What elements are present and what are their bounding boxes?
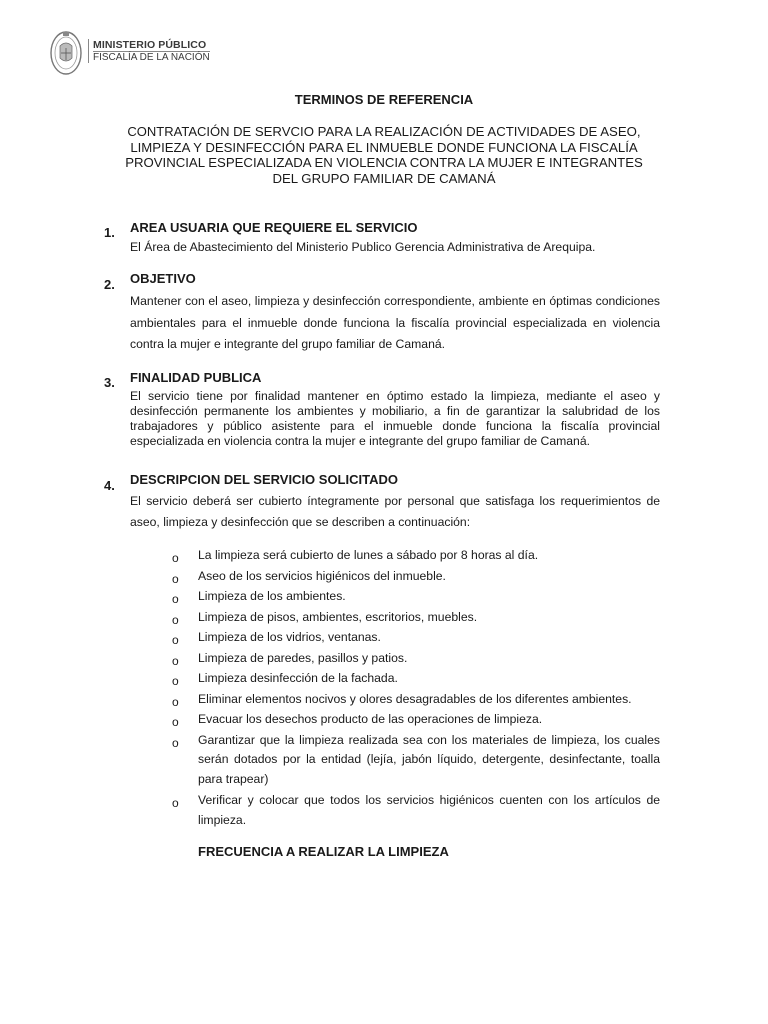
list-item-text: Aseo de los servicios higiénicos del inmueble.: [198, 568, 446, 583]
bullet-icon: o: [172, 796, 179, 810]
document-title: TERMINOS DE REFERENCIA: [294, 92, 474, 107]
section-title: AREA USUARIA QUE REQUIERE EL SERVICIO: [130, 220, 418, 235]
section-number: 1.: [104, 225, 115, 240]
list-item: [172, 649, 660, 668]
document-subtitle: [116, 124, 652, 186]
list-item-text: Limpieza de pisos, ambientes, escritorios, muebles.: [198, 609, 478, 624]
service-task-list: [172, 546, 660, 832]
list-item-text: Garantizar que la limpieza realizada sea con los materiales de limpieza, los cuales serán dotados por la entidad (lejía, jabón líquido, detergente, desinfectante, toalla para trapear): [198, 732, 660, 786]
list-item: [172, 587, 660, 606]
list-item-text: Verificar y colocar que todos los servicios higiénicos cuenten con los artículos de limpieza.: [198, 793, 660, 827]
list-item-text: La limpieza será cubierto de lunes a sábado por 8 horas al día.: [198, 548, 539, 562]
list-item-text: Limpieza desinfección de la fachada.: [198, 671, 398, 685]
list-item-text: Limpieza de los vidrios, ventanas.: [198, 630, 381, 644]
list-item: [172, 546, 660, 565]
section-title: DESCRIPCION DEL SERVICIO SOLICITADO: [130, 472, 398, 487]
section-body: El servicio deberá ser cubierto íntegramente por personal que satisfaga los requerimientos de aseo, limpieza y desinfección que se describen a continuación:: [130, 494, 660, 529]
subtitle-lead: CONTRATACIÓN DE: [127, 124, 252, 139]
list-item: [172, 567, 660, 586]
list-item: [172, 710, 660, 729]
bullet-icon: o: [172, 592, 179, 606]
section-number: 3.: [104, 375, 115, 390]
list-item: [172, 731, 660, 790]
ministerio-publico-logo: [48, 26, 210, 78]
list-item-text: Limpieza de paredes, pasillos y patios.: [198, 650, 408, 665]
bullet-icon: o: [172, 571, 179, 586]
section-title: FINALIDAD PUBLICA: [130, 370, 262, 385]
bullet-icon: o: [172, 612, 179, 627]
section-body: El servicio tiene por finalidad mantener en óptimo estado la limpieza, mediante el aseo y desinfección permanente los ambientes y mobiliario, a fin de garantizar la salubridad de los trabajadores y público asistente para el inmueble donde funciona la fiscalía provincial especializada en violencia contra la mujer e integrante del grupo familiar de Camaná.: [130, 389, 660, 448]
list-item: [172, 669, 660, 688]
list-item-text: Limpieza de los ambientes.: [198, 589, 346, 603]
subtitle-rest: SERVCIO PARA LA REALIZACIÓN DE ACTIVIDADES DE ASEO, LIMPIEZA Y DESINFECCIÓN PARA EL INMUEBLE DONDE FUNCIONA LA FISCALÍA PROVINCIAL ESPECIALIZADA EN VIOLENCIA CONTRA LA MUJER E INTEGRANTES DEL GRUPO FAMILIAR DE CAMANÁ: [125, 124, 643, 186]
list-item: [172, 690, 660, 709]
bullet-icon: o: [172, 694, 179, 709]
logo-title: MINISTERIO PÚBLICO: [93, 39, 207, 51]
bullet-icon: o: [172, 735, 179, 750]
section-body: El Área de Abastecimiento del Ministerio Publico Gerencia Administrativa de Arequipa.: [130, 240, 596, 254]
list-item-text: Eliminar elementos nocivos y olores desagradables de los diferentes ambientes.: [198, 691, 632, 706]
logo-subtitle: FISCALÍA DE LA NACIÓN: [93, 52, 210, 63]
bullet-icon: o: [172, 715, 179, 729]
bullet-icon: o: [172, 551, 179, 565]
list-item: [172, 628, 660, 647]
bullet-icon: o: [172, 653, 179, 668]
bullet-icon: o: [172, 674, 179, 688]
list-item: [172, 791, 660, 830]
section-number: 4.: [104, 478, 115, 493]
frequency-heading: FRECUENCIA A REALIZAR LA LIMPIEZA: [198, 844, 449, 859]
list-item-text: Evacuar los desechos producto de las operaciones de limpieza.: [198, 712, 543, 726]
seal-icon: [48, 26, 84, 78]
section-title: OBJETIVO: [130, 271, 196, 286]
section-body: Mantener con el aseo, limpieza y desinfección correspondiente, ambiente en óptimas condiciones ambientales para el inmueble donde funciona la fiscalía provincial especializada en violencia contra la mujer e integrante del grupo familiar de Camaná.: [130, 294, 660, 351]
section-number: 2.: [104, 277, 115, 292]
bullet-icon: o: [172, 633, 179, 647]
list-item: [172, 608, 660, 627]
